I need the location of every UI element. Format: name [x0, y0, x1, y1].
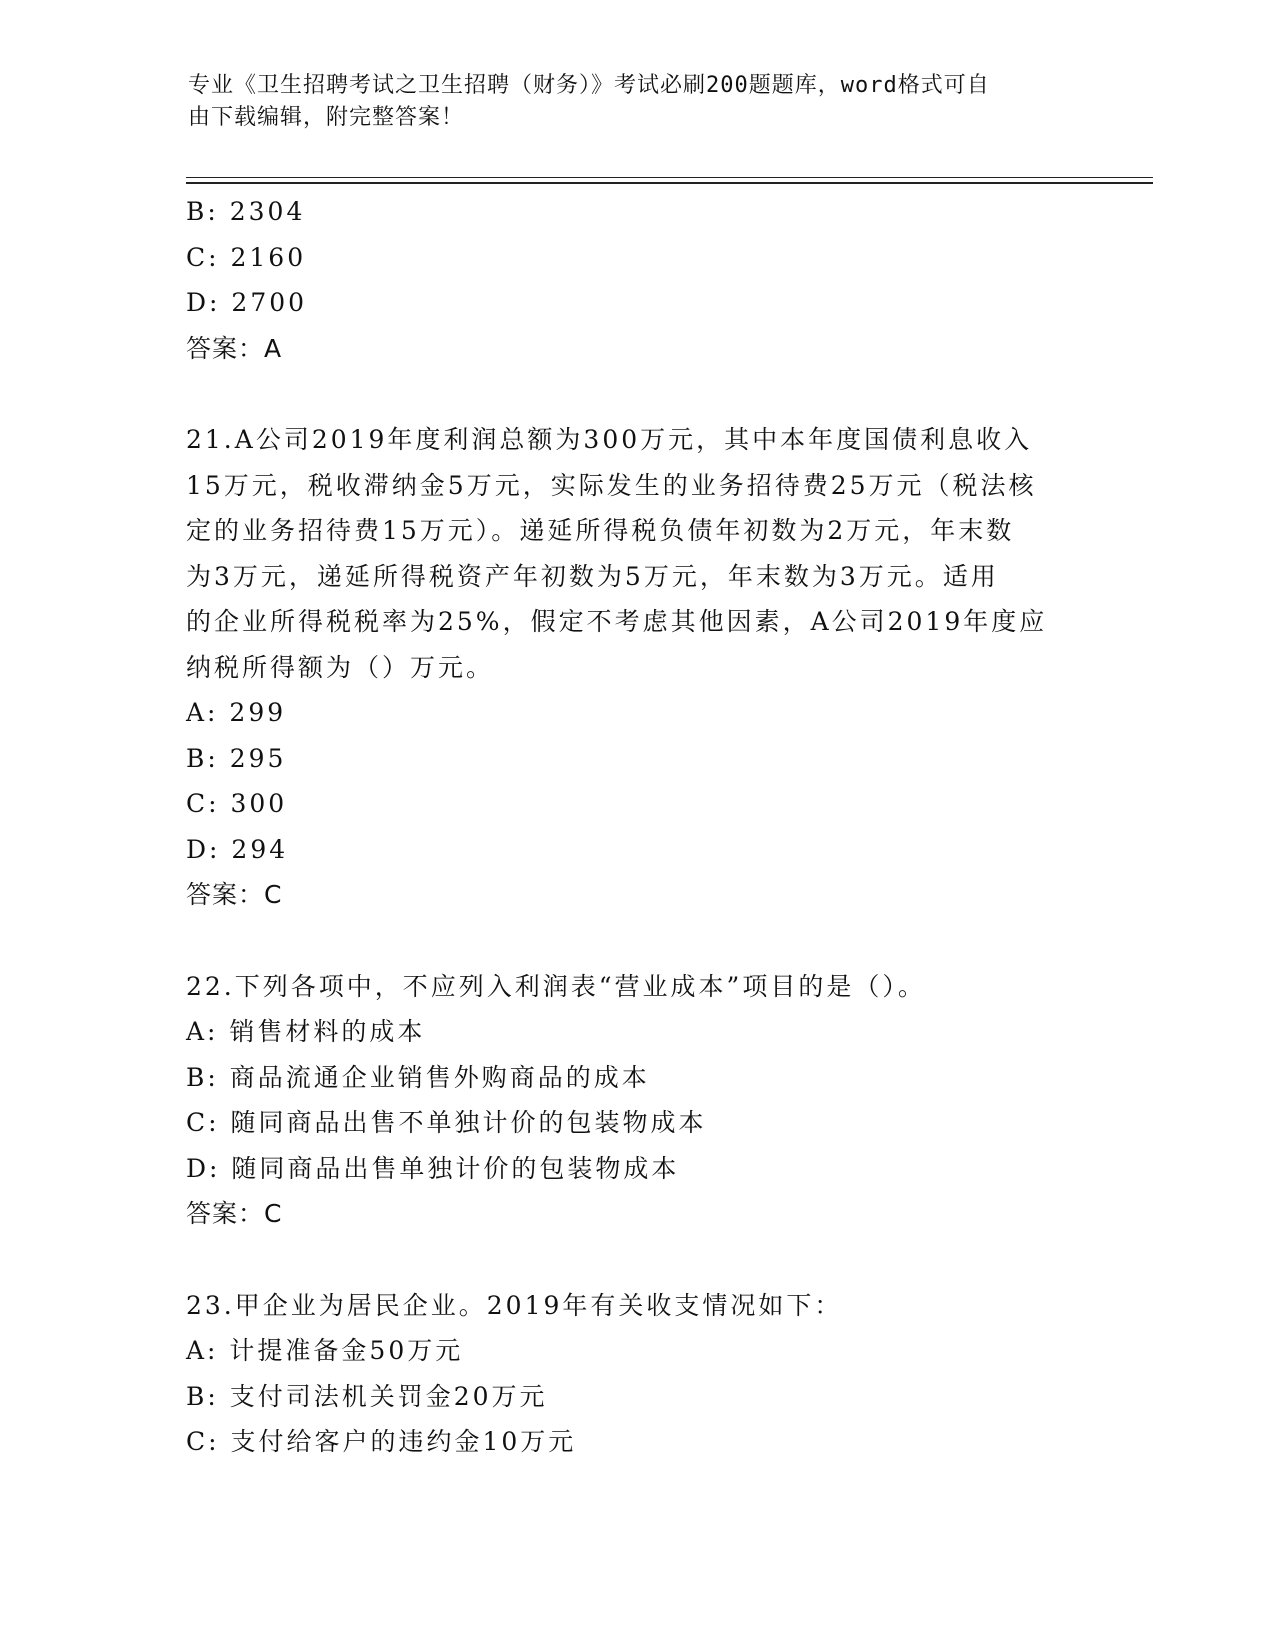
option: C: 随同商品出售不单独计价的包装物成本: [186, 1108, 707, 1137]
header-divider: [186, 177, 1153, 178]
question-stem-line: 的企业所得税税率为25%，假定不考虑其他因素，A公司2019年度应: [186, 607, 1048, 636]
option: A: 计提准备金50万元: [186, 1336, 464, 1365]
option: D: 2700: [186, 288, 308, 317]
option: A: 销售材料的成本: [186, 1017, 426, 1046]
header-line: 专业《卫生招聘考试之卫生招聘（财务）》考试必刷200题题库，word格式可自: [188, 73, 990, 98]
question-list: [186, 189, 1086, 1465]
spacer: [186, 371, 1086, 417]
option: B: 295: [186, 743, 287, 773]
header-divider: [186, 182, 1153, 184]
question-stem: 22.下列各项中，不应列入利润表“营业成本”项目的是（）。: [186, 971, 926, 1001]
question-22: [186, 964, 1086, 1237]
option: B: 商品流通企业销售外购商品的成本: [186, 1062, 650, 1092]
option: A: 299: [186, 698, 287, 727]
spacer: [186, 1237, 1086, 1283]
option: C: 2160: [186, 242, 307, 272]
option: C: 支付给客户的违约金10万元: [186, 1427, 577, 1456]
question-stem: 23.甲企业为居民企业。2019年有关收支情况如下：: [186, 1290, 843, 1320]
option: C: 300: [186, 789, 288, 818]
question-20-tail: [186, 189, 1086, 371]
question-23: [186, 1283, 1086, 1465]
answer: 答案：A: [186, 333, 283, 363]
header-line: 由下载编辑，附完整答案！: [188, 105, 465, 130]
option: B: 支付司法机关罚金20万元: [186, 1381, 548, 1411]
question-21: [186, 417, 1086, 918]
option: D: 随同商品出售单独计价的包装物成本: [186, 1153, 680, 1183]
question-stem-line: 定的业务招待费15万元）。递延所得税负债年初数为2万元，年末数: [186, 516, 1015, 545]
option: D: 294: [186, 834, 289, 864]
spacer: [186, 918, 1086, 964]
answer: 答案：C: [186, 880, 283, 909]
page-header: [188, 70, 1068, 134]
question-stem-line: 为3万元，递延所得税资产年初数为5万元，年末数为3万元。适用: [186, 561, 999, 591]
option: B: 2304: [186, 197, 306, 226]
question-stem-line: 21.A公司2019年度利润总额为300万元，其中本年度国债利息收入: [186, 425, 1033, 454]
question-stem-line: 纳税所得额为（）万元。: [186, 652, 495, 682]
question-stem-line: 15万元，税收滞纳金5万元，实际发生的业务招待费25万元（税法核: [186, 470, 1037, 500]
answer: 答案：C: [186, 1199, 283, 1228]
